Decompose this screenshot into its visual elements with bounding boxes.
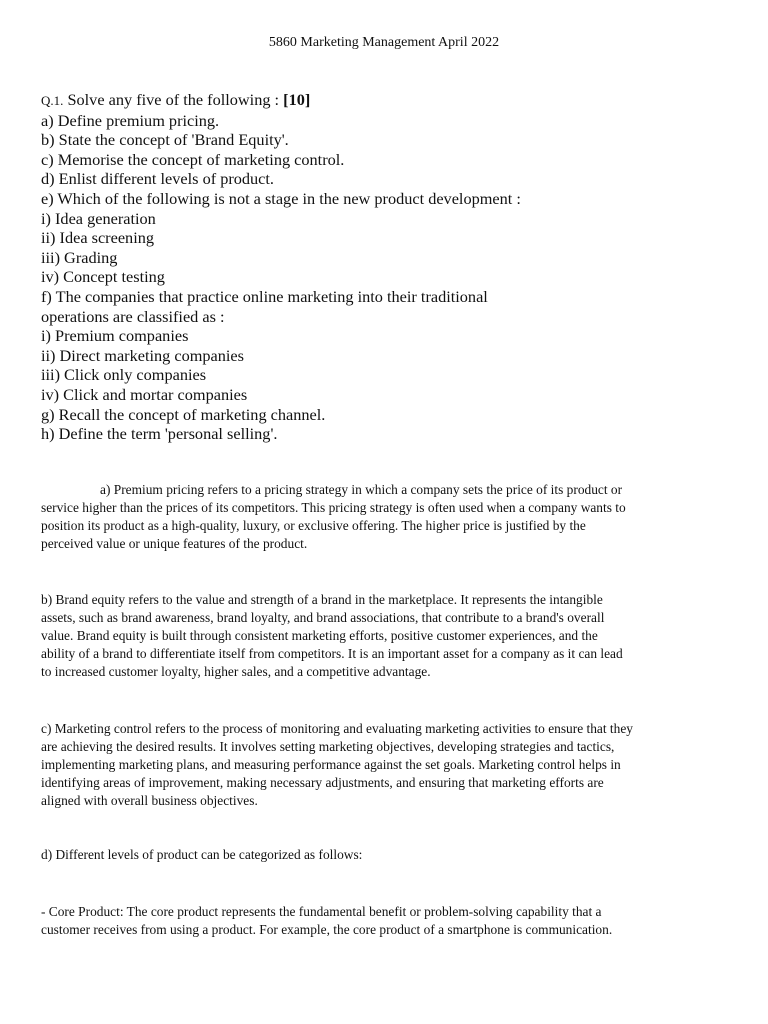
answer-line: a) Premium pricing refers to a pricing strategy in which a company sets the price of its product or xyxy=(100,482,623,497)
question-line: ii) Idea screening xyxy=(41,228,155,248)
question-line: iv) Click and mortar companies xyxy=(41,384,248,404)
answer-line: d) Different levels of product can be categorized as follows: xyxy=(41,847,363,862)
question-number: Q.1. xyxy=(41,93,64,108)
question-lines xyxy=(41,111,521,444)
question-line: f) The companies that practice online marketing into their traditional xyxy=(41,286,488,306)
question-line: e) Which of the following is not a stage in the new product development : xyxy=(41,188,521,208)
question-line: iii) Grading xyxy=(41,247,118,267)
answer-line: ability of a brand to differentiate itself from competitors. It is an important asset for a company as it can lead xyxy=(41,646,623,662)
question-line: b) State the concept of 'Brand Equity'. xyxy=(41,130,289,150)
answer-line: identifying areas of improvement, making necessary adjustments, and ensuring that marketing efforts are xyxy=(41,775,604,791)
question-line: iv) Concept testing xyxy=(41,267,165,287)
answer-line: are achieving the desired results. It involves setting marketing objectives, developing strategies and tactics, xyxy=(41,739,615,755)
question-line: a) Define premium pricing. xyxy=(41,110,220,130)
document-title: 5860 Marketing Management April 2022 xyxy=(268,35,500,50)
answer-line: customer receives from using a product. For example, the core product of a smartphone is communication. xyxy=(41,922,613,938)
answer-line: to increased customer loyalty, higher sales, and a competitive advantage. xyxy=(41,664,431,680)
question-block xyxy=(41,90,521,444)
question-line: i) Premium companies xyxy=(41,326,189,346)
question-instruction: Solve any five of the following : xyxy=(63,90,284,109)
answer-line: perceived value or unique features of the product. xyxy=(41,536,308,552)
answer-line: service higher than the prices of its competitors. This pricing strategy is often used when a company wants to xyxy=(41,500,626,516)
question-line: g) Recall the concept of marketing channel. xyxy=(41,404,326,424)
answer-a xyxy=(41,481,626,553)
answer-line: implementing marketing plans, and measuring performance against the set goals. Marketing control helps in xyxy=(41,757,621,773)
question-heading xyxy=(41,90,521,111)
question-line: i) Idea generation xyxy=(41,208,156,228)
answer-line: c) Marketing control refers to the process of monitoring and evaluating marketing activities to ensure that they xyxy=(41,721,633,736)
question-line: operations are classified as : xyxy=(41,306,225,326)
question-line: c) Memorise the concept of marketing control. xyxy=(41,149,345,169)
question-line: ii) Direct marketing companies xyxy=(41,345,244,365)
answer-line: - Core Product: The core product represents the fundamental benefit or problem-solving capability that a xyxy=(41,904,602,919)
answer-line: assets, such as brand awareness, brand loyalty, and brand associations, that contribute to a brand's overall xyxy=(41,610,605,626)
question-line: d) Enlist different levels of product. xyxy=(41,169,275,189)
answer-b xyxy=(41,591,623,681)
answer-line: position its product as a high-quality, luxury, or exclusive offering. The higher price is justified by the xyxy=(41,518,586,534)
answer-d xyxy=(41,846,362,864)
answer-line: aligned with overall business objectives. xyxy=(41,793,258,809)
question-line: h) Define the term 'personal selling'. xyxy=(41,424,278,444)
question-line: iii) Click only companies xyxy=(41,365,207,385)
answer-line: b) Brand equity refers to the value and strength of a brand in the marketplace. It represents the intangible xyxy=(41,592,603,607)
answer-line: value. Brand equity is built through consistent marketing efforts, positive customer experiences, and the xyxy=(41,628,598,644)
answer-c xyxy=(41,720,633,810)
answer-core-product xyxy=(41,903,612,939)
question-marks: [10] xyxy=(283,90,311,109)
